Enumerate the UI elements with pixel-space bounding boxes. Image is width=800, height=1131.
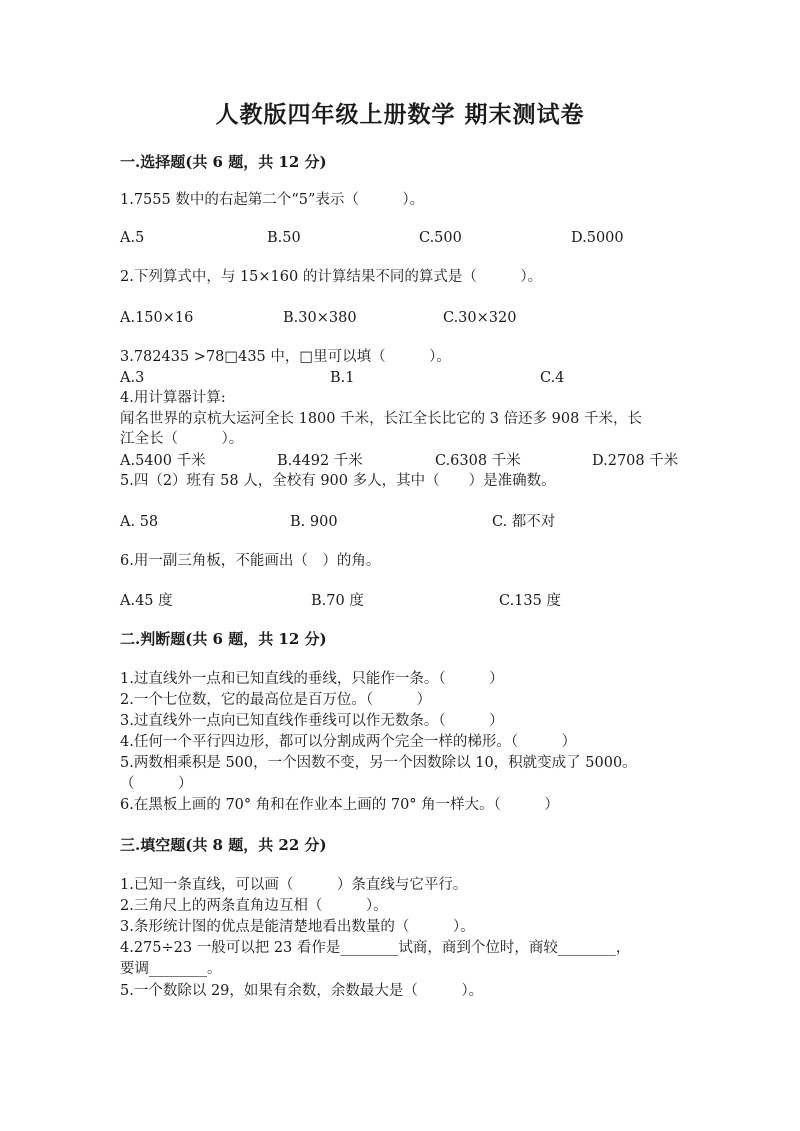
option: B. 900 (290, 514, 338, 530)
question-stem: 4.用计算器计算: (120, 390, 226, 406)
option: B.4492 千米 (277, 453, 363, 469)
option: A.150×16 (120, 310, 194, 326)
question-stem: 2.下列算式中，与 15×160 的计算结果不同的算式是（ ）。 (120, 269, 543, 285)
list-item: 4.275÷23 一般可以把 23 看作是________试商，商到个位时，商较________， (120, 940, 631, 956)
option: C.135 度 (499, 593, 561, 609)
question-stem-line: 闻名世界的京杭大运河全长 1800 千米，长江全长比它的 3 倍还多 908 千米，长 (120, 411, 642, 427)
list-item: 要调________。 (120, 961, 222, 977)
option: D.5000 (571, 230, 624, 246)
list-item: 2.三角尺上的两条直角边互相（ ）。 (120, 898, 388, 914)
section-heading-fill-blank: 三.填空题(共 8 题，共 22 分) (120, 836, 327, 854)
option: C. 都不对 (492, 514, 556, 530)
list-item: 6.在黑板上画的 70° 角和在作业本上画的 70° 角一样大。（ ） (120, 797, 559, 813)
list-item: 3.过直线外一点向已知直线作垂线可以作无数条。（ ） (120, 713, 504, 729)
list-item: 5.一个数除以 29，如果有余数，余数最大是（ ）。 (120, 983, 484, 999)
option: B.70 度 (311, 593, 364, 609)
option: C.30×320 (443, 310, 517, 326)
option: C.500 (419, 230, 462, 246)
question-stem: 3.782435 >78□435 中，□里可以填（ ）。 (120, 349, 451, 365)
option: C.6308 千米 (435, 453, 521, 469)
list-item: 4.任何一个平行四边形，都可以分割成两个完全一样的梯形。（ ） (120, 734, 577, 750)
list-item: 1.过直线外一点和已知直线的垂线，只能作一条。（ ） (120, 671, 504, 687)
question-stem: 6.用一副三角板，不能画出（ ）的角。 (120, 553, 381, 569)
option: A.3 (120, 370, 145, 386)
option: C.4 (540, 370, 565, 386)
option: D.2708 千米 (592, 453, 679, 469)
section-heading-choice: 一.选择题(共 6 题，共 12 分) (120, 153, 327, 171)
option: B.1 (330, 370, 355, 386)
page-title: 人教版四年级上册数学 期末测试卷 (215, 101, 585, 128)
section-heading-judgement: 二.判断题(共 6 题，共 12 分) (120, 630, 327, 648)
list-item: 5.两数相乘积是 500，一个因数不变，另一个因数除以 10，积就变成了 5000。 (120, 755, 637, 771)
list-item: 2.一个七位数，它的最高位是百万位。（ ） (120, 692, 432, 708)
list-item: （ ） (120, 776, 193, 792)
question-stem: 5.四（2）班有 58 人，全校有 900 多人，其中（ ）是准确数。 (120, 473, 556, 489)
question-stem: 1.7555 数中的右起第二个“5”表示（ ）。 (120, 192, 425, 208)
option: A. 58 (120, 514, 159, 530)
option: A.5400 千米 (120, 453, 206, 469)
list-item: 3.条形统计图的优点是能清楚地看出数量的（ ）。 (120, 919, 475, 935)
list-item: 1.已知一条直线，可以画（ ）条直线与它平行。 (120, 877, 468, 893)
option: A.45 度 (120, 593, 173, 609)
question-stem-line: 江全长（ ）。 (120, 431, 244, 447)
option: B.30×380 (283, 310, 357, 326)
option: B.50 (267, 230, 301, 246)
option: A.5 (120, 230, 145, 246)
